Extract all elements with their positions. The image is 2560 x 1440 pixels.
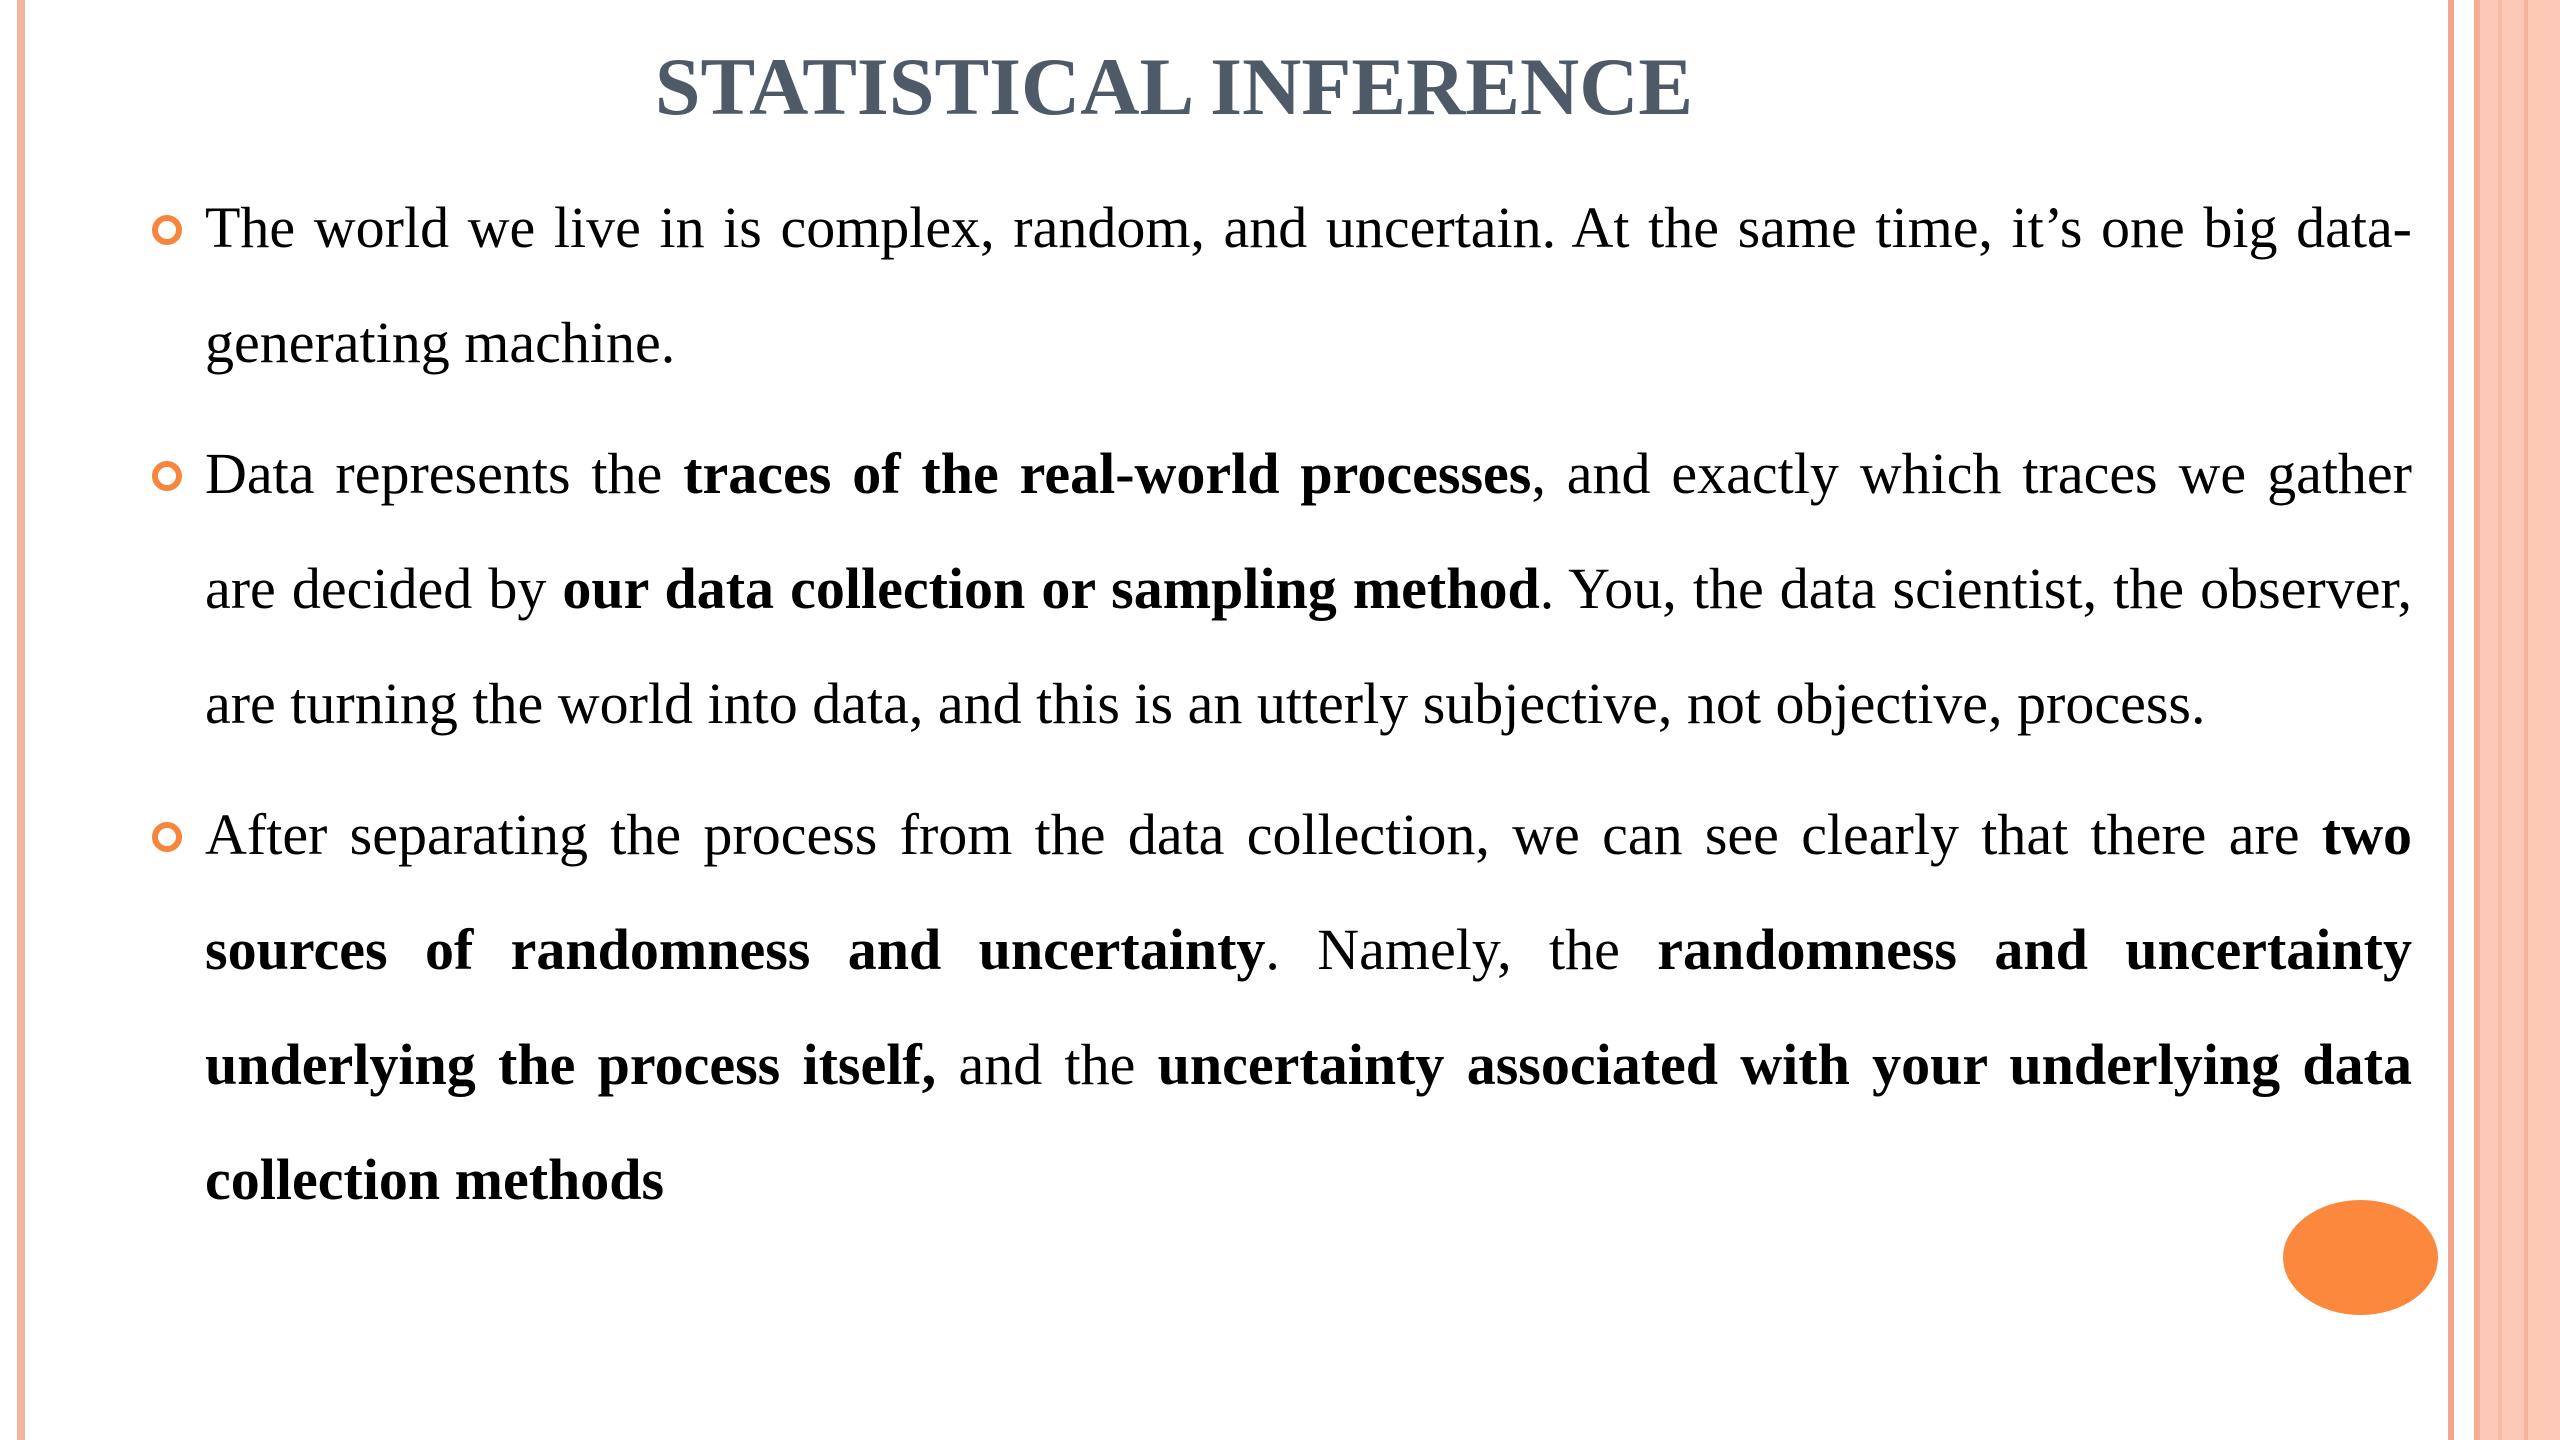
bullet-text: and the — [936, 1032, 1158, 1097]
bullet-list — [140, 170, 2412, 1253]
right-band-line — [2448, 0, 2454, 1440]
slide-title: STATISTICAL INFERENCE — [654, 41, 1694, 132]
bullet-bold-text: randomness and uncertainty underlying the process itself, — [205, 917, 2412, 1097]
right-band-line — [2498, 0, 2502, 1440]
bullet-item — [140, 416, 2412, 761]
right-band-line — [2474, 0, 2480, 1440]
bullet-bold-text: our data collection or sampling method — [562, 556, 1540, 621]
bullet-circle-icon — [152, 461, 182, 491]
right-decorative-band — [2448, 0, 2560, 1440]
bullet-text: The world we live in is complex, random, and uncertain. At the same time, it’s one big data-generating machine. — [205, 195, 2412, 375]
right-band-fill — [2474, 0, 2560, 1440]
bullet-item — [140, 777, 2412, 1237]
bullet-text: . Namely, the — [1265, 917, 1658, 982]
bullet-text: Data represents the — [205, 441, 684, 506]
left-decorative-stripe — [17, 0, 25, 1440]
slide-nav-dot[interactable] — [2283, 1200, 2438, 1315]
bullet-text: . You, the data scientist, the observer, are turning the world into data, and this is an utterly subjective, not objective, process. — [205, 556, 2412, 736]
bullet-item — [140, 170, 2412, 400]
right-band-line — [2524, 0, 2528, 1440]
bullet-circle-icon — [152, 215, 182, 245]
bullet-text: After separating the process from the data collection, we can see clearly that there are — [205, 802, 2322, 867]
bullet-bold-text: traces of the real-world processes — [683, 441, 1532, 506]
bullet-text: , and exactly which traces we gather are decided by — [205, 441, 2412, 621]
bullet-bold-text: uncertainty associated with your underlying data collection methods — [205, 1032, 2412, 1212]
bullet-circle-icon — [152, 822, 182, 852]
bullet-bold-text: two sources of randomness and uncertainty — [205, 802, 2412, 982]
